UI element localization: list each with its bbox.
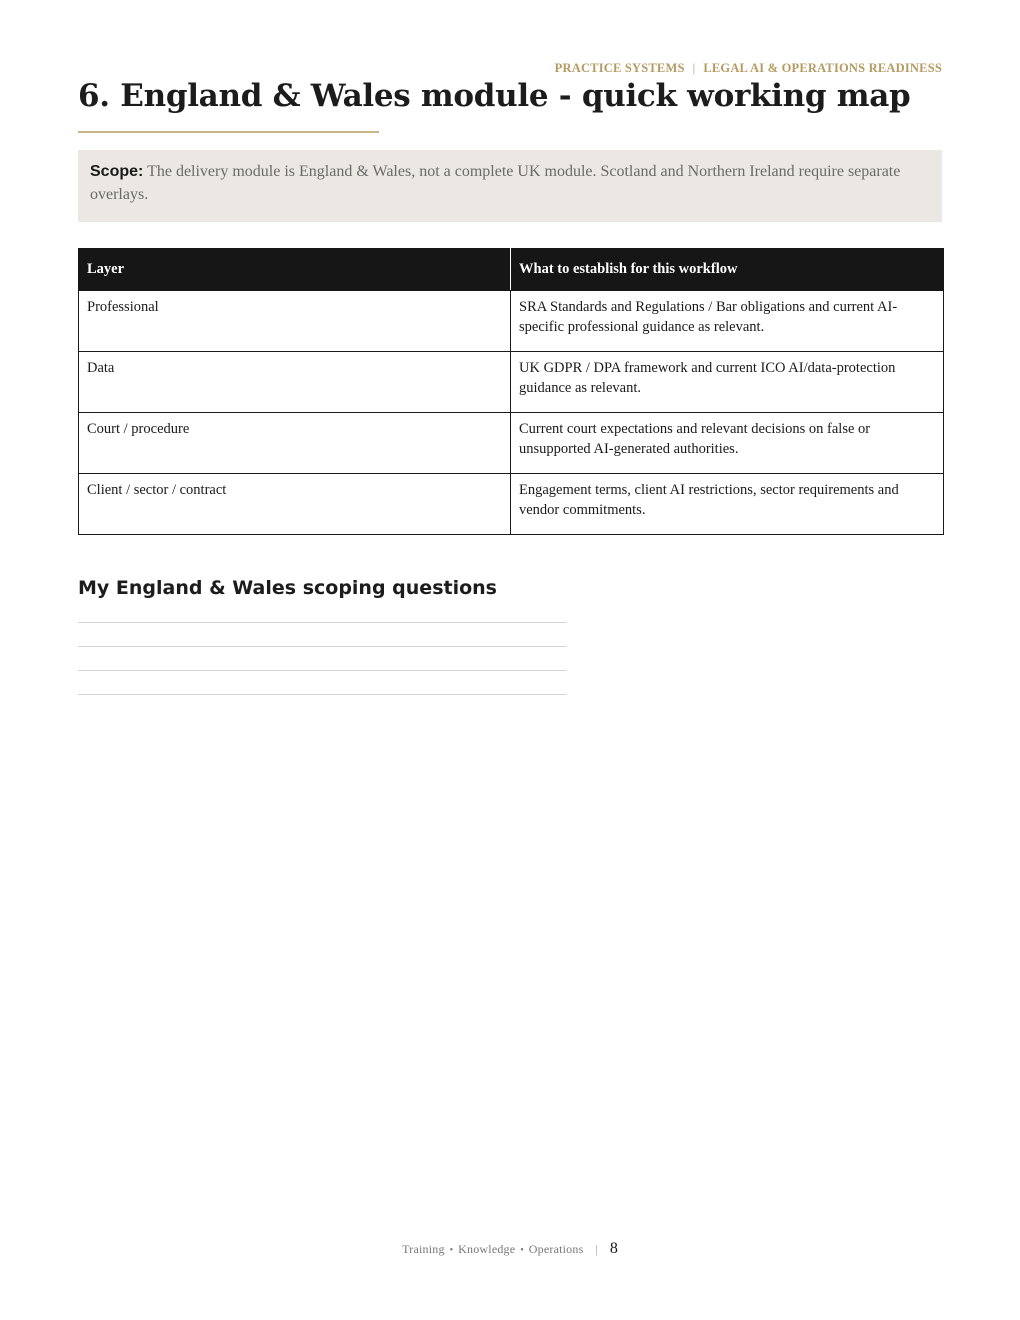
footer-item-operations: Operations [528, 1242, 584, 1256]
footer-separator: | [595, 1242, 598, 1256]
footer-item-knowledge: Knowledge [458, 1242, 516, 1256]
scope-label: Scope: [90, 163, 144, 180]
establish-cell: UK GDPR / DPA framework and current ICO AI/data-protection guidance as relevant. [511, 352, 944, 413]
layer-table [78, 248, 944, 535]
page-title: 6. England & Wales module - quick working map [78, 78, 911, 114]
establish-cell: Current court expectations and relevant decisions on false or unsupported AI-generated authorities. [511, 413, 944, 474]
layer-cell: Client / sector / contract [79, 474, 511, 535]
writing-line [78, 622, 567, 623]
page-footer [0, 1240, 1020, 1258]
scope-callout [78, 150, 942, 222]
header-separator: | [692, 61, 696, 75]
footer-bullet: • [449, 1245, 454, 1256]
writing-line [78, 694, 567, 695]
table-header-row [79, 249, 944, 291]
footer-item-training: Training [402, 1242, 445, 1256]
running-header [555, 61, 942, 76]
table-row [79, 474, 944, 535]
layer-cell: Court / procedure [79, 413, 511, 474]
page-number: 8 [609, 1240, 618, 1257]
table-row [79, 291, 944, 352]
scoping-questions-heading: My England & Wales scoping questions [78, 577, 497, 599]
header-document-name: LEGAL AI & OPERATIONS READINESS [703, 61, 942, 75]
column-header-layer: Layer [79, 249, 511, 291]
layer-cell: Data [79, 352, 511, 413]
layer-cell: Professional [79, 291, 511, 352]
writing-line [78, 670, 567, 671]
writing-line [78, 646, 567, 647]
establish-cell: Engagement terms, client AI restrictions, sector requirements and vendor commitments. [511, 474, 944, 535]
header-section-name: PRACTICE SYSTEMS [554, 61, 685, 75]
establish-cell: SRA Standards and Regulations / Bar obligations and current AI-specific professional guidance as relevant. [511, 291, 944, 352]
table-row [79, 352, 944, 413]
table-row [79, 413, 944, 474]
scope-text: The delivery module is England & Wales, not a complete UK module. Scotland and Northern Ireland require separate overlays. [90, 163, 901, 203]
footer-bullet: • [520, 1245, 524, 1256]
title-underline [78, 131, 379, 133]
column-header-establish: What to establish for this workflow [511, 249, 944, 291]
